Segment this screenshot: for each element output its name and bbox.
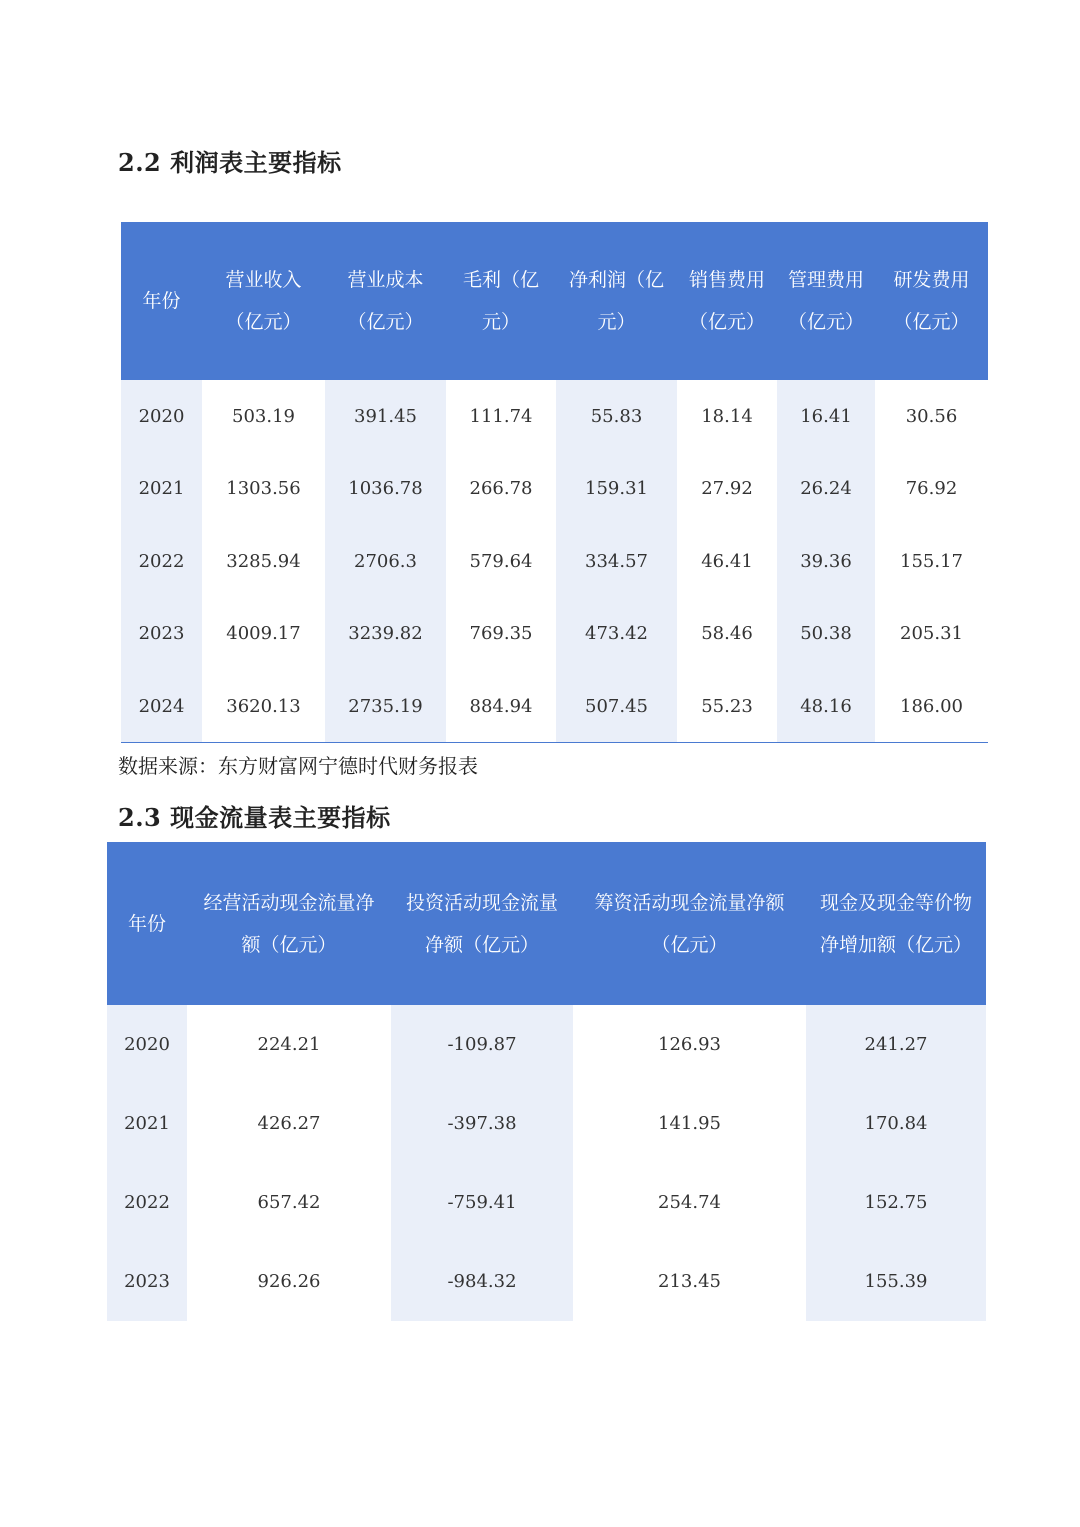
value-cell: -984.32	[391, 1242, 573, 1321]
income-statement-table	[121, 222, 988, 743]
value-cell: 26.24	[777, 453, 875, 526]
value-cell: 3285.94	[226, 550, 301, 572]
header-investing-cashflow: 投资活动现金流量净额（亿元）	[391, 842, 573, 1005]
value-cell: 46.41	[701, 550, 753, 572]
header-operating-cashflow: 经营活动现金流量净额（亿元）	[187, 842, 391, 1005]
table-row	[121, 598, 988, 671]
value-cell: 2735.19	[325, 670, 446, 743]
value-cell: 141.95	[658, 1113, 721, 1134]
header-rd-expense: 研发费用（亿元）	[875, 222, 988, 380]
value-cell: 266.78	[469, 478, 533, 500]
value-cell: 39.36	[777, 525, 875, 598]
value-cell: 55.23	[701, 695, 753, 717]
table-row	[107, 1005, 986, 1084]
year-cell: 2022	[121, 525, 202, 598]
table-row	[107, 1242, 986, 1321]
value-cell: 58.46	[701, 623, 753, 645]
year-cell: 2020	[121, 380, 202, 453]
value-cell: 507.45	[556, 670, 677, 743]
value-cell: 16.41	[777, 380, 875, 453]
year-cell: 2020	[107, 1005, 187, 1084]
table-row	[121, 525, 988, 598]
header-admin-expense: 管理费用（亿元）	[777, 222, 875, 380]
value-cell: 4009.17	[226, 623, 301, 645]
table-row	[107, 1084, 986, 1163]
value-cell: 426.27	[257, 1113, 321, 1134]
value-cell: 579.64	[469, 550, 533, 572]
value-cell: 3239.82	[325, 598, 446, 671]
value-cell: 76.92	[905, 478, 958, 500]
value-cell: -759.41	[391, 1163, 573, 1242]
year-cell: 2023	[107, 1242, 187, 1321]
header-revenue: 营业收入（亿元）	[202, 222, 325, 380]
cashflow-statement-table	[107, 842, 986, 1321]
value-cell: 186.00	[900, 695, 963, 717]
value-cell: 254.74	[658, 1192, 721, 1213]
year-cell: 2021	[107, 1084, 187, 1163]
value-cell: 50.38	[777, 598, 875, 671]
header-cost: 营业成本（亿元）	[325, 222, 446, 380]
value-cell: 473.42	[556, 598, 677, 671]
table-row	[121, 453, 988, 526]
value-cell: 205.31	[900, 623, 963, 645]
value-cell: 2706.3	[325, 525, 446, 598]
value-cell: 111.74	[469, 405, 533, 427]
year-cell: 2022	[107, 1163, 187, 1242]
value-cell: 27.92	[701, 478, 753, 500]
year-cell: 2021	[121, 453, 202, 526]
table-row	[121, 670, 988, 743]
income-section-heading: 2.2 利润表主要指标	[118, 148, 342, 177]
header-year: 年份	[107, 842, 187, 1005]
value-cell: 769.35	[469, 623, 533, 645]
value-cell: 152.75	[806, 1163, 986, 1242]
value-cell: 170.84	[806, 1084, 986, 1163]
value-cell: 657.42	[257, 1192, 321, 1213]
value-cell: 48.16	[777, 670, 875, 743]
year-cell: 2024	[121, 670, 202, 743]
value-cell: 884.94	[469, 695, 533, 717]
value-cell: 155.17	[900, 550, 963, 572]
data-source-note: 数据来源：东方财富网宁德时代财务报表	[118, 754, 478, 778]
header-net-cash-increase: 现金及现金等价物净增加额（亿元）	[806, 842, 986, 1005]
value-cell: 503.19	[232, 405, 295, 427]
value-cell: 1036.78	[325, 453, 446, 526]
header-year: 年份	[121, 222, 202, 380]
value-cell: 18.14	[701, 405, 753, 427]
header-selling-expense: 销售费用（亿元）	[677, 222, 777, 380]
value-cell: -397.38	[391, 1084, 573, 1163]
value-cell: 213.45	[658, 1271, 721, 1292]
table-row	[121, 380, 988, 453]
value-cell: 241.27	[806, 1005, 986, 1084]
header-gross-profit: 毛利（亿元）	[446, 222, 556, 380]
value-cell: 3620.13	[226, 695, 301, 717]
value-cell: 126.93	[658, 1034, 721, 1055]
value-cell: 55.83	[556, 380, 677, 453]
value-cell: -109.87	[391, 1005, 573, 1084]
cashflow-section-heading: 2.3 现金流量表主要指标	[118, 803, 391, 832]
header-net-profit: 净利润（亿元）	[556, 222, 677, 380]
value-cell: 1303.56	[226, 478, 301, 500]
table-header-row	[121, 222, 988, 380]
table-header-row	[107, 842, 986, 1005]
value-cell: 159.31	[556, 453, 677, 526]
table-row	[107, 1163, 986, 1242]
value-cell: 926.26	[257, 1271, 321, 1292]
value-cell: 155.39	[806, 1242, 986, 1321]
value-cell: 224.21	[257, 1034, 321, 1055]
value-cell: 391.45	[325, 380, 446, 453]
year-cell: 2023	[121, 598, 202, 671]
header-financing-cashflow: 筹资活动现金流量净额（亿元）	[573, 842, 806, 1005]
value-cell: 30.56	[905, 405, 958, 427]
value-cell: 334.57	[556, 525, 677, 598]
